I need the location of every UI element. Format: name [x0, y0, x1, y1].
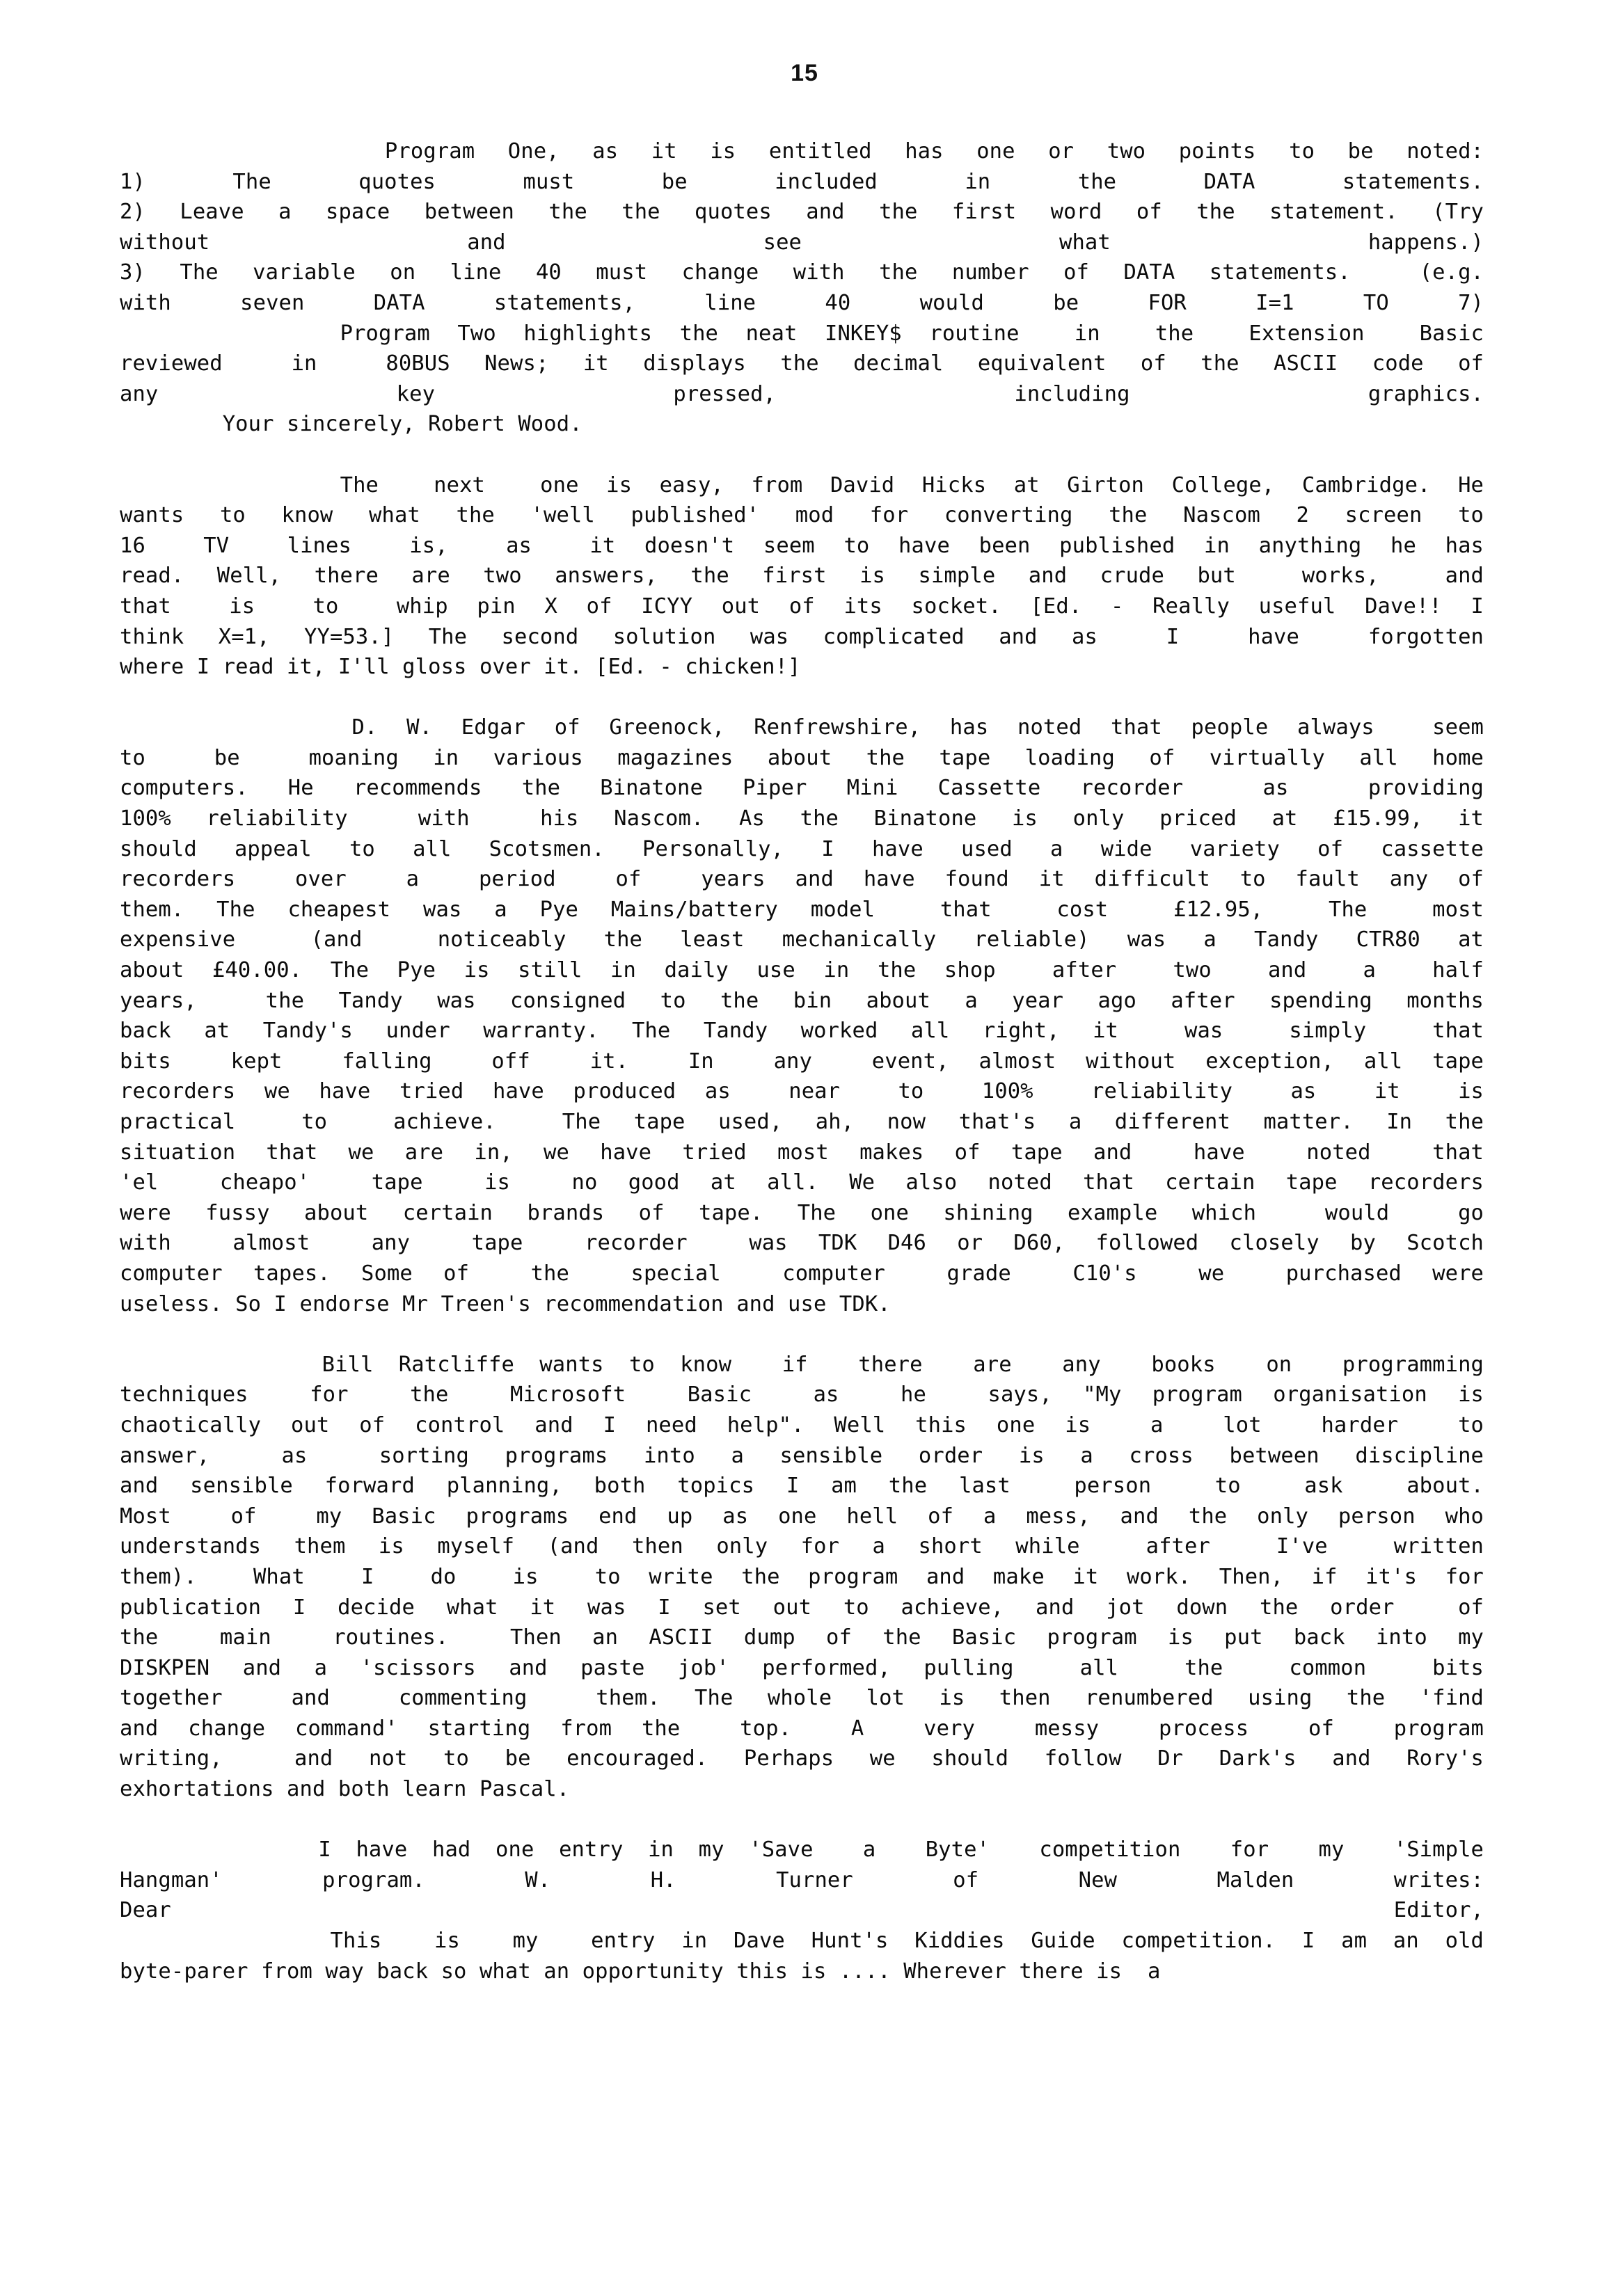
text-line: Bill Ratcliffe wants to know if there are any books on programming [120, 1352, 1484, 1377]
text-line: This is my entry in Dave Hunt's Kiddies Guide competition. I am an old [120, 1929, 1484, 1954]
text-line: publication I decide what it was I set out to achieve, and jot down the order of [120, 1595, 1484, 1620]
text-line: think X=1, YY=53.] The second solution was complicated and as I have forgotten [120, 624, 1484, 649]
text-line: and sensible forward planning, both topics I am the last person to ask about. [120, 1474, 1484, 1499]
text-line: them). What I do is to write the program and make it work. Then, if it's for [120, 1564, 1484, 1589]
text-line: wants to know what the 'well published' mod for converting the Nascom 2 screen to [120, 503, 1484, 528]
paragraph-spacer [120, 1319, 1484, 1350]
text-line: recorders we have tried have produced as near to 100% reliability as it is [120, 1079, 1484, 1104]
text-line: the main routines. Then an ASCII dump of the Basic program is put back into my [120, 1625, 1484, 1650]
text-line: writing, and not to be encouraged. Perhaps we should follow Dr Dark's and Rory's [120, 1746, 1484, 1771]
text-line: exhortations and both learn Pascal. [120, 1777, 570, 1802]
text-line: computer tapes. Some of the special computer grade C10's we purchased were [120, 1261, 1484, 1286]
text-line: Your sincerely, Robert Wood. [120, 412, 582, 437]
text-line: 3) The variable on line 40 must change with the number of DATA statements. (e.g. [120, 260, 1484, 285]
text-line: recorders over a period of years and have found it difficult to fault any of [120, 867, 1484, 892]
paragraph-dw-edgar [120, 712, 1484, 1319]
text-line: any key pressed, including graphics. [120, 381, 1484, 406]
text-line: that is to whip pin X of ICYY out of its socket. [Ed. - Really useful Dave!! I [120, 593, 1484, 619]
paragraph-program-notes [120, 136, 1484, 440]
page-body-text [120, 136, 1484, 1986]
text-line: 100% reliability with his Nascom. As the Binatone is only priced at £15.99, it [120, 806, 1484, 831]
text-line: bits kept falling off it. In any event, almost without exception, all tape [120, 1049, 1484, 1074]
text-line: and change command' starting from the top. A very messy process of program [120, 1716, 1484, 1741]
text-line: them. The cheapest was a Pye Mains/battery model that cost £12.95, The most [120, 897, 1484, 922]
text-line: Program One, as it is entitled has one or two points to be noted: [120, 139, 1484, 164]
text-line: with almost any tape recorder was TDK D46 or D60, followed closely by Scotch [120, 1231, 1484, 1256]
text-line: to be moaning in various magazines about the tape loading of virtually all home [120, 745, 1484, 770]
text-line: read. Well, there are two answers, the first is simple and crude but works, and [120, 564, 1484, 589]
text-line: computers. He recommends the Binatone Piper Mini Cassette recorder as providing [120, 776, 1484, 801]
paragraph-spacer [120, 440, 1484, 470]
paragraph-spacer [120, 683, 1484, 713]
text-line: techniques for the Microsoft Basic as he says, "My program organisation is [120, 1382, 1484, 1408]
text-line: understands them is myself (and then only for a short while after I've written [120, 1534, 1484, 1559]
text-line: Dear Editor, [120, 1898, 1484, 1923]
text-line: 16 TV lines is, as it doesn't seem to have been published in anything he has [120, 533, 1484, 558]
paragraph-spacer [120, 1805, 1484, 1835]
paragraph-save-a-byte [120, 1835, 1484, 1986]
text-line: Hangman' program. W. H. Turner of New Malden writes: [120, 1867, 1484, 1892]
text-line: I have had one entry in my 'Save a Byte' competition for my 'Simple [120, 1837, 1484, 1863]
text-line: 1) The quotes must be included in the DATA statements. [120, 169, 1484, 194]
text-line: answer, as sorting programs into a sensible order is a cross between discipline [120, 1443, 1484, 1468]
text-line: back at Tandy's under warranty. The Tandy worked all right, it was simply that [120, 1019, 1484, 1044]
text-line: where I read it, I'll gloss over it. [Ed. - chicken!] [120, 655, 801, 680]
text-line: were fussy about certain brands of tape. The one shining example which would go [120, 1200, 1484, 1225]
text-line: 'el cheapo' tape is no good at all. We also noted that certain tape recorders [120, 1170, 1484, 1195]
text-line: should appeal to all Scotsmen. Personally, I have used a wide variety of cassette [120, 836, 1484, 861]
text-line: without and see what happens.) [120, 230, 1484, 255]
text-line: years, the Tandy was consigned to the bin about a year ago after spending months [120, 988, 1484, 1013]
text-line: with seven DATA statements, line 40 would be FOR I=1 TO 7) [120, 290, 1484, 315]
text-line: Program Two highlights the neat INKEY$ routine in the Extension Basic [120, 321, 1484, 346]
text-line: 2) Leave a space between the the quotes and the first word of the statement. (Try [120, 200, 1484, 225]
text-line: chaotically out of control and I need help". Well this one is a lot harder to [120, 1412, 1484, 1437]
text-line: byte-parer from way back so what an opportunity this is .... Wherever there is a [120, 1959, 1161, 1984]
text-line: reviewed in 80BUS News; it displays the decimal equivalent of the ASCII code of [120, 351, 1484, 376]
text-line: Most of my Basic programs end up as one hell of a mess, and the only person who [120, 1504, 1484, 1529]
text-line: practical to achieve. The tape used, ah, now that's a different matter. In the [120, 1110, 1484, 1134]
text-line: The next one is easy, from David Hicks at Girton College, Cambridge. He [120, 472, 1484, 497]
text-line: about £40.00. The Pye is still in daily use in the shop after two and a half [120, 958, 1484, 983]
text-line: together and commenting them. The whole lot is then renumbered using the 'find [120, 1686, 1484, 1711]
text-line: useless. So I endorse Mr Treen's recommendation and use TDK. [120, 1291, 891, 1316]
text-line: DISKPEN and a 'scissors and paste job' performed, pulling all the common bits [120, 1655, 1484, 1680]
paragraph-david-hicks [120, 470, 1484, 683]
text-line: D. W. Edgar of Greenock, Renfrewshire, has noted that people always seem [120, 715, 1484, 740]
text-line: situation that we are in, we have tried most makes of tape and have noted that [120, 1140, 1484, 1165]
paragraph-bill-ratcliffe [120, 1350, 1484, 1805]
text-line: expensive (and noticeably the least mechanically reliable) was a Tandy CTR80 at [120, 927, 1484, 952]
page-number: 15 [791, 60, 818, 86]
